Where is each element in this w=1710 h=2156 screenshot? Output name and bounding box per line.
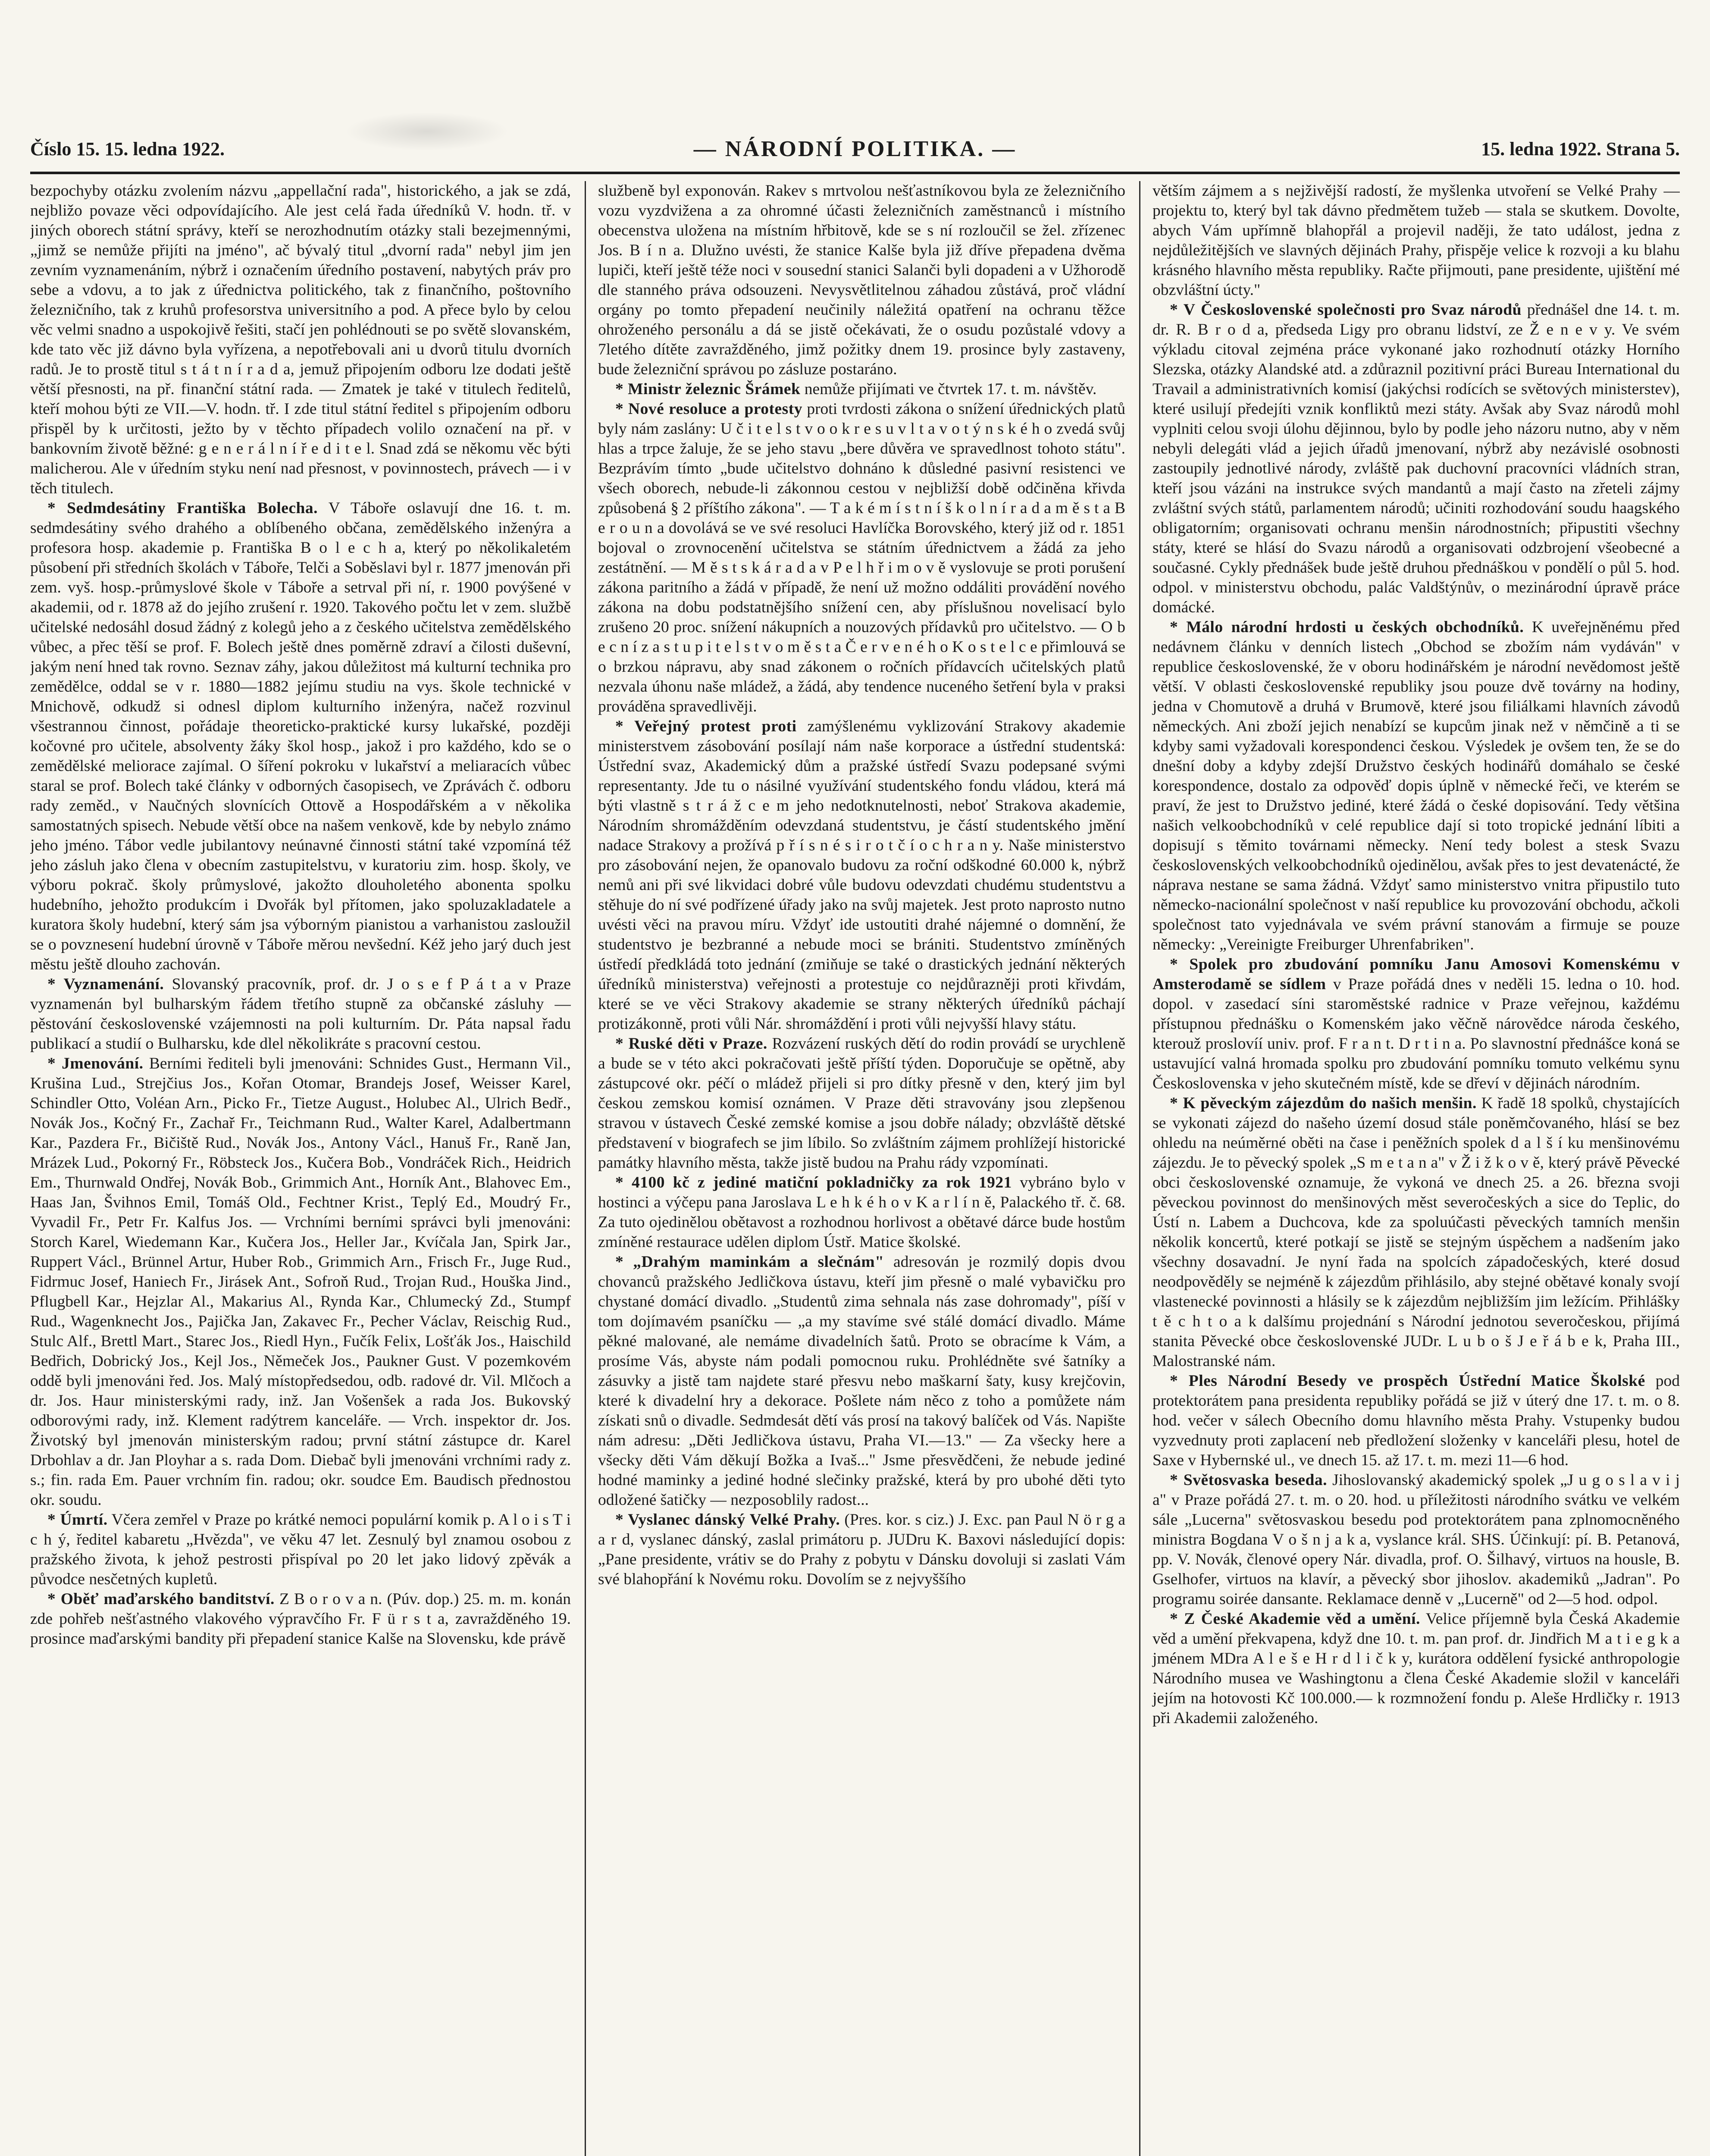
- masthead-rule: [30, 172, 1680, 174]
- article-text: službeně byl exponován. Rakev s mrtvolou nešťastníkovou byla ze železničního vozu vyzdvižena a za ohromné účasti železničních zaměstnanců i místního obecenstva uložena na místním hřbitově, kde se s ní rozloučil se žel. zřízenec Jos. B í n a. Dlužno uvésti, že stanice Kalše byla již dříve přepadena dvěma lupiči, kteří ještě téže noci v sousední stanici Salanči byli dopadeni a v Užhorodě dle stanného práva odsouzeni. Nevysvětlitelnou záhadou zůstává, proč vládní orgány po tomto přepadení neučinily náležitá opatření na ochranu těžce ohroženého personálu a dá se jistě očekávati, že o osudu pozůstalé vdovy a 7letého dítěte zavražděného, jimž požitky dnem 19. prosince byly zastaveny, bude železniční správou po zásluze postaráno.: [598, 182, 1125, 378]
- article-text: Velice příjemně byla Česká Akademie věd a umění překvapena, když dne 10. t. m. pan prof. dr. Jindřich M a t i e g k a jménem MDra A l e š e H r d l i č k y, kurátora oddělení fysické anthropologie Národního musea ve Washingtonu a člena České Akademie složil v kanceláři jejím na hotovosti Kč 100.000.— k rozmnožení fondu p. Aleše Hrdličky r. 1913 při Akademii založeného.: [1153, 1610, 1680, 1727]
- article-text: větším zájmem a s nejživější radostí, že myšlenka utvoření se Velké Prahy — projektu to, který byl tak dávno předmětem tužeb — stala se skutkem. Dovolte, abych Vám upřímně blahopřál a projevil naději, že tato událost, jedna z nejdůležitějších ve slavných dějinách Prahy, přispěje velice k rozvoji a ku blahu krásného hlavního města republiky. Račte přijmouti, pane presidente, ujištění mé obzvláštní úcty.": [1153, 182, 1680, 299]
- article-heading: * Veřejný protest proti: [615, 718, 797, 735]
- article-paragraph: [598, 181, 1125, 379]
- date-and-page: 15. ledna 1922. Strana 5.: [1481, 138, 1680, 160]
- article-heading: * V Československé společnosti pro Svaz národů: [1170, 301, 1522, 319]
- article-text: K řadě 18 spolků, chystajících se vykonati zájezd do našeho území dosud stále poněmčovaného, hlásí se bez ohledu na neúměrné oběti na čase i peněžních spolek d a l š í ku menšinovému zájezdu. Je to pěvecký spolek „S m e t a n a" v Ž i ž k o v ě, který právě Pěvecké obci československé oznamuje, že vykoná ve dnech 25. a 26. března svoji pěveckou povinnost do menšinových měst severočeských a sice do Teplic, do Ústí n. Labem a Duchcova, kde za spoluúčasti pěveckých tamních menšin několik koncertů, které potkají se jistě se stejným úspěchem a nadšením jako všechny dosavadní. Je nyní řada na spolcích západočeských, které dosud neodpověděly se nejméně k zájezdům přihlásilo, aby stejné obětavé konaly svojí vlastenecké povinnosti a hlásily se k zájezdům nejbližším jim ležícím. Přihlášky t ě c h t o a k dalšímu projednání s Národní jednotou severočeskou, přijímá stanita Pěvecké obce československé JUDr. L u b o š J e ř á b e k, Praha III., Malostranské nám.: [1153, 1094, 1680, 1370]
- article-heading: * Vyznamenání.: [47, 975, 164, 993]
- article-text: nemůže přijímati ve čtvrtek 17. t. m. návštěv.: [804, 380, 1097, 398]
- article-heading: * Ministr železnic Šrámek: [615, 380, 801, 398]
- article-heading: * Sedmdesátiny Františka Bolecha.: [47, 499, 318, 517]
- column-middle: [585, 181, 1125, 2156]
- article-paragraph: [598, 1173, 1125, 1252]
- article-paragraph: [598, 379, 1125, 399]
- article-paragraph: [30, 181, 571, 498]
- masthead: [30, 138, 1680, 168]
- article-heading: * „Drahým maminkám a slečnám": [615, 1253, 884, 1271]
- article-text: (Pres. kor. s ciz.) J. Exc. pan Paul N ö r g a a r d, vyslanec dánský, zaslal primátoru p. JUDru K. Baxovi následující dopis: „Pane presidente, vrátiv se do Prahy z pobytu v Dánsku dovoluji si zaslati Vám své blahopřání k Novému roku. Dovolím se z nejvyššího: [598, 1511, 1125, 1588]
- article-text: Jihoslovanský akademický spolek „J u g o s l a v i j a" v Praze pořádá 27. t. m. o 20. hod. u příležitosti národního svátku ve velkém sále „Lucerna" světosvaskou besedu pod protektorátem pana zplnomocněného ministra Bogdana V o š n j a k a, vyslance král. SHS. Účinkují: pí. B. Petanová, pp. V. Novák, členové opery Nár. divadla, prof. O. Šilhavý, virtuos na housle, B. Gselhofer, virtuos na klavír, a pěvecký sbor jihoslov. akademiků „Jadran". Po programu soirée dansante. Reklamace denně v „Lucerně" od 2—5 hod. odpol.: [1153, 1471, 1680, 1608]
- article-paragraph: [1153, 300, 1680, 617]
- article-heading: * Úmrtí.: [47, 1511, 108, 1529]
- article-text: V Táboře oslavují dne 16. t. m. sedmdesátiny svého drahého a oblíbeného občana, zemědělského inženýra a profesora hosp. akademie p. Františka B o l e c h a, který po několikaletém působení při středních školách v Táboře, Telči a Soběslavi byl r. 1877 jmenován při zem. vyš. hosp.-průmyslové škole v Táboře a setrval při ní, r. 1900 povýšené v akademii, od r. 1878 až do jejího zrušení r. 1920. Takového počtu let v zem. službě učitelské nedosáhl dosud žádný z kolegů jeho a z českého učitelstva zemědělského vůbec, a přec těší se prof. F. Bolech ještě dnes poměrně zdraví a čilosti duševní, jakým není hned tak rovno. Seznav záhy, jakou důležitost má kulturní technika pro zemědělce, oddal se v r. 1880—1882 jejímu studiu na vys. škole technické v Mnichově, odkudž si odnesl diplom kulturního inženýra, načež rozvinul všestrannou činnost, pořádaje theoreticko-praktické kursy lukařské, později kočovné pro učitele, absolventy žáky škol hosp., jakož i pro každého, kdo se o zemědělské meliorace zajímal. O šíření pokroku v lukařství a meliaracích vůbec staral se prof. Bolech také články v odborných časopisech, ve Zprávách č. odboru rady zeměd., v Naučných slovnících Ottově a Hospodářském a v několika samostatných spisech. Nebude větší obce na našem venkově, kde by nebylo známo jeho jméno. Tábor vedle jubilantovy neúnavné činnosti státní také vzpomíná též jeho zásluh jako člena v obecním zastupitelstvu, v kuratoriu zim. hosp. školy, ve výboru pokrač. školy průmyslové, jakožto dlouholetého abonenta spolku hudebního, jehožto produkcím i Dvořák byl přítomen, jako spoluzakladatele a kuratora školy hudební, který sám jsa výborným pianistou a varhanistou zasloužil se o povznesení hudební úrovně v Táboře měrou nevšední. Kéž jeho jarý duch jest městu ještě dlouho zachován.: [30, 499, 571, 973]
- article-text: proti tvrdosti zákona o snížení úřednických platů byly nám zaslány: U č i t e l s t v o o k r e s u v l t a v o t ý n s k é h o zvedá svůj hlas a trpce žaluje, že se jeho stavu „bere důvěra ve spravedlnost tohoto státu". Bezprávím tímto „bude učitelstvo dohnáno k důsledné pasivní resistenci ve všech oborech, nebude-li zákonnou cestou v nejbližší době odčiněna křivda způsobená § 2 příštího zákona". — T a k é m í s t n í š k o l n í r a d a m ě s t a B e r o u n a dovolává se ve své resoluci Havlíčka Borovského, který již od r. 1851 bojoval o zrovnocenění učitelstva se státním úřednictvem a žádá za jeho zestátnění. — M ě s t s k á r a d a v P e l h ř i m o v ě vyslovuje se proti porušení zákona paritního a žádá v případě, že není už možno oddáliti provádění nového zákona na dobu podstatnějšího snížení cen, aby příslušnou novelisací bylo zrušeno 20 proc. snížení nákupních a nouzových přídavků pro učitelstvo. — O b e c n í z a s t u p i t e l s t v o m ě s t a Č e r v e n é h o K o s t e l c e přimlouvá se o brzkou nápravu, aby snad zákonem o ročních přídavcích učitelských platů nezvala úhonu naše mládež, a žádá, aby tendence nuceného šetření byla v praksi prováděna spravedlivěji.: [598, 400, 1125, 715]
- column-right: [1139, 181, 1680, 2156]
- article-paragraph: [1153, 1371, 1680, 1470]
- article-text: adresován je rozmilý dopis dvou chovanců pražského Jedličkova ústavu, kteří jim přesně o malé vybavičku pro chystané domácí divadlo. „Studentů zima sehnala nás zase dohromady", píší v tom dojímavém psaníčku — „a my stavíme své stálé domácí divadlo. Máme pěkné malované, ale nemáme divadelních šatů. Proto se obracíme k Vám, a prosíme Vás, abyste nám podali pomocnou ruku. Prohlédněte své šatníky a zásuvky a jistě tam najdete staré přesvu nebo maškarní šaty, kusy krejčovin, které k divadelní hry a dekorace. Pošlete nám něco z toho a pomůžete nám získati snů o divadle. Sedmdesát dětí vás prosí na takový balíček od Vás. Napište nám adresu: „Děti Jedličkova ústavu, Praha VI.—13." — Za všecky here a všecky děti Vám děkují Božka a Ivaš..." Jsme přesvědčeni, že nebude jediné hodné maminky a jediné hodné slečinky pražské, která by pro ubohé děti tyto odložené šatičky — nezposoblily radost...: [598, 1253, 1125, 1509]
- article-paragraph: [30, 1510, 571, 1589]
- article-text: Z B o r o v a n. (Púv. dop.) 25. m. m. konán zde pohřeb nešťastného vlakového výpravčího Fr. F ü r s t a, zavražděného 19. prosince maďarskými bandity při přepadení stanice Kalše na Slovensku, kde právě: [30, 1590, 571, 1648]
- article-paragraph: [1153, 1094, 1680, 1371]
- article-text: K uveřejněnému před nedávnem článku v denních listech „Obchod se zbožím nám vydáván" v republice československé, že v oboru hodinářském je národní nevědomost ještě větší. V oblasti československé republiky jsou pouze dvě továrny na hodiny, jedna v Chomutově a druhá v Brumově, které jsou filiálkami hlavních závodů německých. Ani zboží jejich nenabízí se kupcům jinak než v němčině a ti se kdyby sami vyžadovali korespondenci českou. Výsledek je ovšem ten, že se do dnešní doby a kdyby zdejší Družstvo českých hodinářů domáhalo se české korespondence, dostalo za odpověď dopis úplně v německé řeči, ve kterém se praví, že jest to Družstvo jediné, které žádá o české dopisování. Tedy většina našich velkoobchodníků v celé republice dají si toto tropické jednání líbiti a dopisují s těmito továrnami německy. Není tedy bolest a stesk Svazu československých velkoobchodníků ojedinělou, avšak přes to jest devatenácté, že náprava nestane se sama žádná. Vždyť samo ministerstvo vnitra připustilo tuto německo-nacionální společnost v naší republice ku provozování obchodu, ačkoli společnost tato vyjednávala ve svém právní stanovám a firmuje se pouze německy: „Vereinigte Freiburger Uhrenfabriken".: [1153, 618, 1680, 953]
- article-text: Berními řediteli byli jmenováni: Schnides Gust., Hermann Vil., Krušina Lud., Strejčius Jos., Kořan Otomar, Brandejs Josef, Weisser Karel, Schindler Otto, Voléan Arn., Picko Fr., Tietze August., Holubec Al., Ulrich Bedř., Novák Jos., Kočný Fr., Zachař Fr., Teichmann Rud., Walter Karel, Adalbertmann Kar., Pazdera Fr., Bičiště Rud., Novák Jos., Antony Václ., Hanuš Fr., Raně Jan, Mrázek Lud., Pokorný Fr., Röbsteck Jos., Kučera Bob., Vondráček Rich., Heidrich Em., Thurnwald Ondřej, Novák Bob., Grimmich Ant., Horník Ant., Blahovec Em., Haas Jan, Švihnos Emil, Tomáš Old., Fechtner Krist., Teplý Ed., Moudrý Fr., Vyvadil Fr., Petr Fr. Kalfus Jos. — Vrchními berními správci byli jmenováni: Storch Karel, Wiedemann Kar., Kučera Jos., Heller Jar., Kvíčala Jan, Spirk Jar., Ruppert Václ., Brünnel Artur, Huber Rob., Grimmich Arn., Frisch Fr., Juge Rud., Fidrmuc Josef, Haniech Fr., Jirásek Ant., Sofroň Rud., Trojan Rud., Houška Jind., Pflugbell Kar., Hejzlar Al., Makarius Al., Rynda Kar., Chlumecký Zd., Stumpf Rud., Wagenknecht Jos., Pajička Jan, Zakavec Fr., Pecher Václav, Reischig Rud., Stulc Alf., Brettl Mart., Starec Jos., Riedl Hyn., Fučík Felix, Lošťák Jos., Haischild Bedřich, Dobrický Jos., Kejl Jos., Němeček Jos., Paukner Gust. V pozemkovém oddě byli jmenováni řed. Jos. Malý místopředsedou, odb. radové dr. Vil. Mlčoch a dr. Jos. Haur ministerskými rady, inž. Jan Vošenšek a rada Jos. Bukovský odborovými rady, inž. Klement radýtrem kanceláře. — Vrch. inspektor dr. Jos. Životský byl jmenován ministerským radou; první státní zástupce dr. Karel Drbohlav a dr. Jan Ployhar a s. rada Dom. Diebač byli jmenováni vrchními rady z. s.; fin. rada Em. Pauer vrchním fin. radou; okr. soudce Em. Baudisch přednostou okr. soudu.: [30, 1055, 571, 1509]
- article-paragraph: [1153, 955, 1680, 1094]
- article-heading: * Nové resoluce a protesty: [615, 400, 802, 418]
- article-heading: * K pěveckým zájezdům do našich menšin.: [1170, 1094, 1477, 1112]
- article-heading: * Málo národní hrdosti u českých obchodníků.: [1170, 618, 1524, 636]
- article-text: Slovanský pracovník, prof. dr. J o s e f P á t a v Praze vyznamenán byl bulharským řádem třetího stupně za občanské zásluhy — pěstování československé vzájemnosti na poli kulturním. Dr. Páta napsal řadu publikací a studií o Bulharsku, kde dlel několikráte s pracovní cestou.: [30, 975, 571, 1053]
- issue-number: Číslo 15. 15. ledna 1922.: [30, 138, 225, 160]
- article-paragraph: [598, 717, 1125, 1034]
- article-text: Včera zemřel v Praze po krátké nemoci populární komik p. A l o i s T i c h ý, ředitel kabaretu „Hvězda", ve věku 47 let. Zesnulý byl znamou osobou z pražského života, k jehož pestrosti přispíval po 20 let jako lidový zpěvák a původce nesčetných kupletů.: [30, 1511, 571, 1588]
- article-paragraph: [1153, 1470, 1680, 1609]
- article-heading: * Z České Akademie věd a umění.: [1170, 1610, 1420, 1628]
- article-text: přednášel dne 14. t. m. dr. R. B r o d a, předseda Ligy pro obranu lidství, ze Ž e n e v y. Ve svém výkladu citoval zejména práce vykonané jako rozhodnutí otázky Horního Slezska, otázky Alandské atd. a zdůraznil pozitivní práci Bureau International du Travail a administrativních komisí (jakýchsi rodících se světových ministerstev), které usilují předejíti vznik konfliktů mezi státy. Avšak aby Svaz národů mohl vyplniti celou svoji úlohu dějinnou, bylo by podle jeho názoru nutno, aby v něm nebyli delegáti vlád a jejich úřadů jmenovaní, nýbrž aby nezávislé osobnosti zastoupily jednotlivé národy, zvláště pak duchovní pracovníci vládních stran, kteří jsou vázáni na instrukce svých mandantů a mají často na zřeteli zájmy zvláštní svých států, parlamentem národů; učiniti rozhodování soudu haagského obligatorním; organisovati ochranu menšin národnostních; připustiti všechny státy, které se hlásí do Svazu národů a organisovati odzbrojení všeobecné a současné. Cykly přednášek bude ještě druhou přednáškou v pondělí o půl 5. hod. odpol. v ministerstvu obchodu, palác Valdštýnův, o mezinárodní úpravě práce domácké.: [1153, 301, 1680, 616]
- article-text: pod protektorátem pana presidenta republiky pořádá se již v úterý dne 17. t. m. o 8. hod. večer v sálech Obecního domu hlavního města Prahy. Vstupenky budou vyzvednuty proti zaplacení neb předložení složenky v kanceláři plesu, hotel de Saxe v Hybernské ul., ve dnech 15. až 17. t. m. mezi 11—6 hod.: [1153, 1372, 1680, 1469]
- column-left: [30, 181, 571, 2156]
- article-heading: * 4100 kč z jediné matiční pokladničky za rok 1921: [615, 1174, 1012, 1191]
- article-text: vybráno bylo v hostinci a výčepu pana Jaroslava L e h k é h o v K a r l í n ě, Palackého tř. č. 68. Za tuto ojedinělou obětavost a rozhodnou horlivost a obětavé dárce bude hostům zmíněné restaurace udělen diplom Ústř. Matice školské.: [598, 1174, 1125, 1251]
- article-columns: [30, 181, 1680, 2156]
- article-paragraph: [598, 399, 1125, 717]
- article-text: bezpochyby otázku zvolením názvu „appellační rada", historického, a jak se zdá, nejbližo povaze věci odpovídajícího. Ale jest celá řada úředníků V. hodn. tř. v jiných oborech státní správy, kteří se nerozhodnutím otázky stali bezejmennými, „jimž se nemůže přijíti na jméno", ač bývalý titul „dvorní rada" nebyl jim jen zevním vyznamenáním, nýbrž i označením úředního postavení, nabytých práv pro sebe a vdovu, a to jak z úřednictva politického, tak z finančního, poštovního železničního, tak z kruhů profesorstva universitního a pod. A přece bylo by celou věc velmi snadno a uspokojivě řešiti, stačí jen pohlédnouti se po světě slovanském, kde tato věc již dávno byla vyřízena, a nepotřebovali ani u dvorů titulu dvorních radů. Je to prostě titul s t á t n í r a d a, jemuž připojením odboru lze dodati ještě větší přesnosti, na př. finanční státní rada. — Zmatek je také v titulech ředitelů, kteří mohou býti ze VII.—V. hodn. tř. I zde titul státní ředitel s připojením odboru přispěl by k určitosti, ježto by v těchto případech volilo označení na př. v bankovním životě běžné: g e n e r á l n í ř e d i t e l. Snad zdá se někomu věc býti malicherou. Ale v úředním styku není nad přesnost, v povinnostech, právech — i v těch titulech.: [30, 182, 571, 497]
- article-text: zamýšlenému vyklizování Strakovy akademie ministerstvem zásobování posílají nám naše korporace a ústřední studentská: Ústřední svaz, Akademický dům a pražské ústředí Svazu podepsané svými representanty. Jde tu o násilné využívání studentského fondu vládou, která má býti vlastně s t r á ž c e m jeho nedotknutelnosti, neboť Strakova akademie, Národním shromážděním odevzdaná studentstvu, je částí studentského jmění nadace Strakovy a prožívá p ř í s n é s i r o t č í o c h r a n y. Naše ministerstvo pro zásobování nejen, že opanovalo budovu za roční odškodné 60.000 k, nýbrž nemů ani při své likvidaci dobré vůle budovu odevzdati chudému studentstvu a stěhuje do ní své podřízené úřady jako na svůj majetek. Jest proto naprosto nutno uvésti věci na pravou míru. Vždyť ide ustoutiti drahé nájemné o domnění, že studentstvo je bezbranné a nebude moci se brániti. Studentstvo zmíněných ústředí předkládá toto jednání (zmiňuje se také o drastických jednání některých úředníků ministerstva) veřejnosti a protestuje co nejdůrazněji proti křivdám, které se ve věci Strakovy akademie se strany některých úředníků páchají protizákonně, proti vůli Nár. shromáždění i proti vůli nejvyšší hlavy státu.: [598, 718, 1125, 1033]
- article-heading: * Spolek pro zbudování pomníku Janu Amosovi Komenskému v Amsterodamě se sídlem: [1153, 956, 1680, 993]
- article-paragraph: [1153, 1609, 1680, 1728]
- article-paragraph: [598, 1510, 1125, 1589]
- article-paragraph: [598, 1034, 1125, 1173]
- article-paragraph: [598, 1252, 1125, 1510]
- article-paragraph: [1153, 181, 1680, 300]
- article-heading: * Oběť maďarského banditství.: [47, 1590, 275, 1608]
- article-paragraph: [30, 1054, 571, 1510]
- article-paragraph: [30, 1589, 571, 1649]
- article-heading: * Ples Národní Besedy ve prospěch Ústřední Matice Školské: [1170, 1372, 1645, 1390]
- article-text: v Praze pořádá dnes v neděli 15. ledna o 10. hod. dopol. v zasedací síni staroměstské radnice v Praze veřejnou, každému přístupnou přednášku o Komenském jako věčně nárovědce národa českého, kterouž proslovíí univ. prof. F r a n t. D r t i n a. Po slavnostní přednášce koná se ustavující valná hromada spolku pro zbudování pomníku tomuto velkému synu Československa v jeho skutečném místě, kde se dřeví v dějinách národním.: [1153, 975, 1680, 1092]
- article-heading: * Vyslanec dánský Velké Prahy.: [615, 1511, 840, 1529]
- article-heading: * Ruské děti v Praze.: [615, 1035, 767, 1053]
- article-text: Rozvázení ruských dětí do rodin provádí se urychleně a bude se v této akci pokračovati ještě příští týden. Doporučuje se opětně, aby zástupcové okr. péčí o mládež přijeli si pro dítky přesně v den, který jim byl českou zemskou komisí oznámen. V Praze děti stravovány jsou zlepšenou stravou v ústavech České zemské komise a jsou dobře nálady; obzvláště dětské představení v biografech se jim líbilo. So zvláštním zájmem prohlížejí historické památky hlavního města, takže jistě budou na Prahu rády vzpomínati.: [598, 1035, 1125, 1172]
- article-heading: * Jmenování.: [47, 1055, 144, 1072]
- article-paragraph: [30, 498, 571, 975]
- newspaper-title: — NÁRODNÍ POLITIKA. —: [693, 137, 1017, 161]
- article-paragraph: [30, 975, 571, 1054]
- article-heading: * Světosvaska beseda.: [1170, 1471, 1328, 1489]
- article-paragraph: [1153, 617, 1680, 955]
